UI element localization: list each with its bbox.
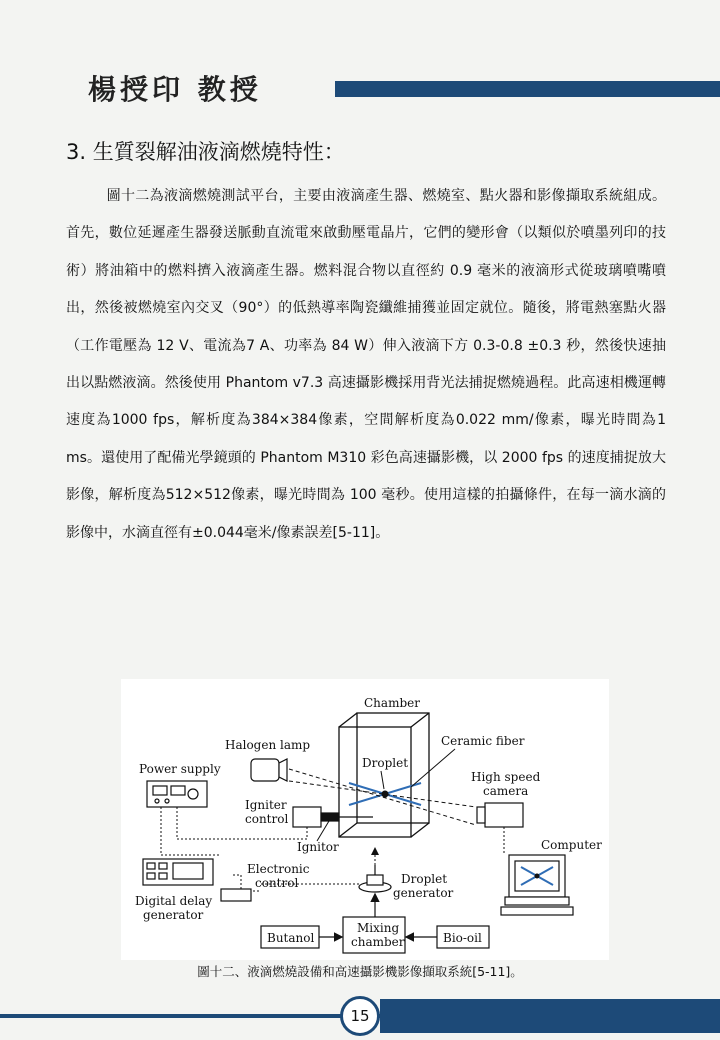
apparatus-figure <box>121 679 609 960</box>
power-supply <box>147 781 207 807</box>
halogen-lamp <box>251 759 287 781</box>
power-supply-label: Power supply <box>139 762 221 776</box>
body-text <box>66 178 666 552</box>
page-number: 15 <box>340 996 380 1036</box>
header-decor-bar <box>335 81 720 97</box>
butanol-label: Butanol <box>267 931 315 945</box>
chamber <box>339 713 429 837</box>
ignitor-label: Ignitor <box>297 840 339 854</box>
digital-delay-generator <box>143 859 213 885</box>
camera-label-2: camera <box>483 784 529 798</box>
droplet-generator-label-1: Droplet <box>401 872 448 886</box>
halogen-lamp-label: Halogen lamp <box>225 738 311 752</box>
body-paragraph: 圖十二為液滴燃燒測試平台，主要由液滴產生器、燃燒室、點火器和影像擷取系統組成。首先，數位延遲產生器發送脈動直流電來啟動壓電晶片，它們的變形會（以類似於噴墨列印的技術）將油箱中的燃料擠入液滴產生器。燃料混合物以直徑約 0.9 毫米的液滴形式從玻璃噴嘴噴出，然後被燃燒室內交叉（90°）的低熱導率陶瓷纖維捕獲並固定就位。隨後，將電熱塞點火器（工作電壓為 12 V、電流為7 A、功率為 84 W）伸入液滴下方 0.3-0.8 ±0.3 秒，然後快速抽出以點燃液滴。然後使用 Phantom v7.3 高速攝影機採用背光法捕捉燃燒過程。此高速相機運轉速度為1000 fps，解析度為384×384像素，空間解析度為0.022 mm/像素，曝光時間為1 ms。還使用了配備光學鏡頭的 Phantom M310 彩色高速攝影機，以 2000 fps 的速度捕捉放大影像，解析度為512×512像素，曝光時間為 100 毫秒。使用這樣的拍攝條件，在每一滴水滴的影像中，水滴直徑有±0.044毫米/像素誤差[5-11]。 <box>66 188 666 541</box>
camera-label-1: High speed <box>471 770 541 784</box>
droplet-label: Droplet <box>362 756 409 770</box>
mixing-chamber-label-1: Mixing <box>357 921 400 935</box>
chamber-label: Chamber <box>364 696 420 710</box>
computer-label: Computer <box>541 838 602 852</box>
section-title: 3. 生質裂解油液滴燃燒特性： <box>66 140 345 164</box>
figure-caption: 圖十二、液滴燃燒設備和高速攝影機影像擷取系統[5-11]。 <box>197 964 523 979</box>
droplet-generator <box>359 865 391 892</box>
droplet-generator-label-2: generator <box>393 886 454 900</box>
digital-delay-label-2: generator <box>143 908 204 922</box>
footer-block <box>380 999 720 1033</box>
bio-oil-label: Bio-oil <box>443 931 482 945</box>
electronic-control <box>221 889 251 901</box>
igniter-control-label-1: Igniter <box>245 798 287 812</box>
electronic-control-label-2: control <box>255 876 299 890</box>
apparatus-diagram <box>121 679 609 960</box>
high-speed-camera <box>477 803 523 827</box>
author-heading: 楊授印 教授 <box>88 73 262 106</box>
igniter-control-label-2: control <box>245 812 289 826</box>
computer <box>501 855 573 915</box>
igniter-control <box>293 807 373 827</box>
mixing-chamber-label-2: chamber <box>351 935 405 949</box>
electronic-control-label-1: Electronic <box>247 862 310 876</box>
digital-delay-label-1: Digital delay <box>135 894 213 908</box>
ceramic-fiber-label: Ceramic fiber <box>441 734 525 748</box>
